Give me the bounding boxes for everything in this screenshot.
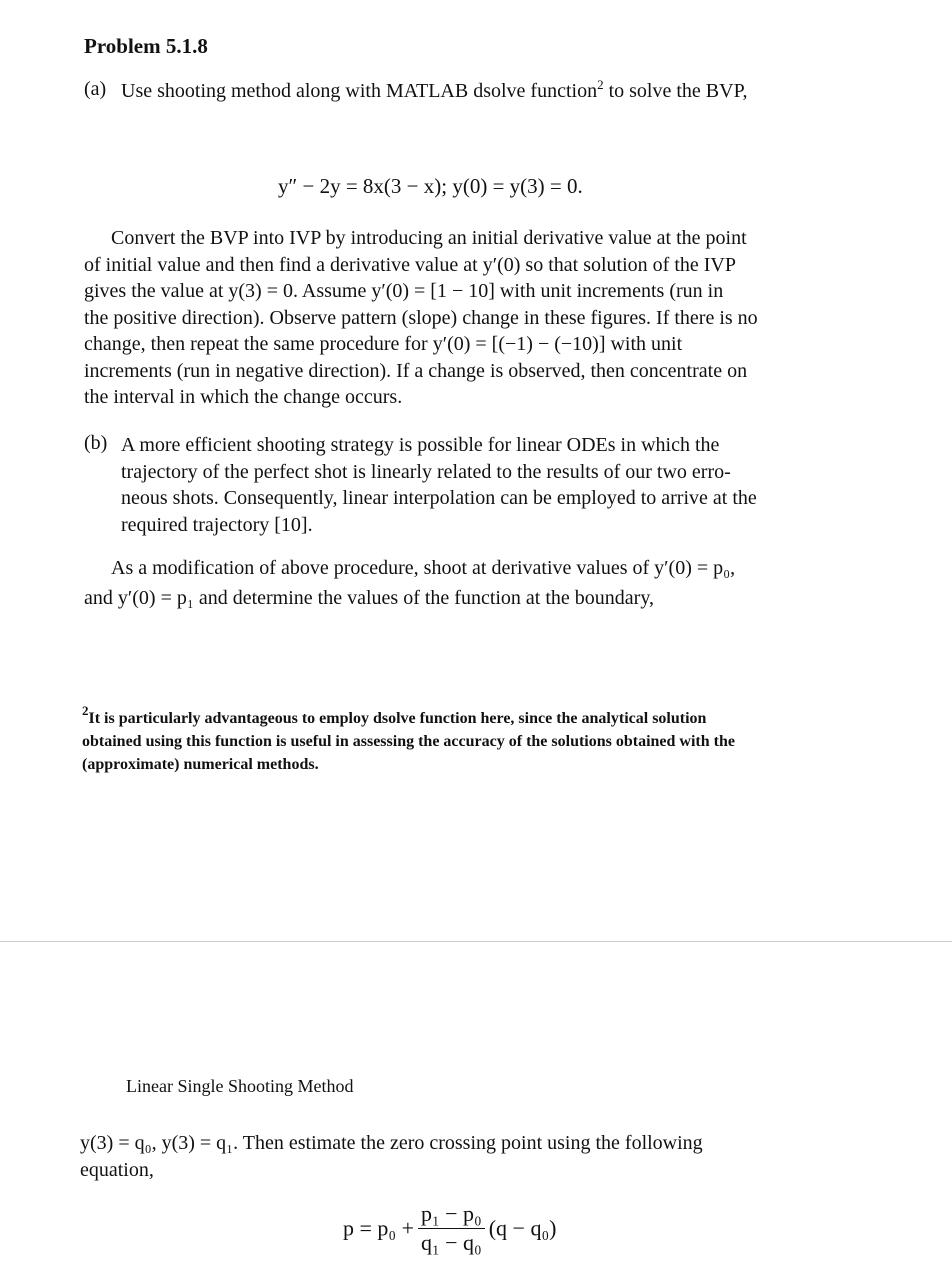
footnote-number: 2 (82, 703, 89, 718)
footnote-line: (approximate) numerical methods. (82, 756, 319, 773)
bvp-equation: y″ − 2y = 8x(3 − x); y(0) = y(3) = 0. (278, 174, 583, 198)
part-b-line: neous shots. Consequently, linear interpolation can be employed to arrive at the (121, 487, 757, 509)
part-a-intro-end: to solve the BVP, (603, 80, 748, 102)
part-b-line: required trajectory [10]. (121, 513, 313, 536)
part-a-line: of initial value and then find a derivative value at y′(0) so that solution of the IVP (84, 253, 736, 276)
footnote-line: obtained using this function is useful in assessing the accuracy of the solutions obtained with the (82, 733, 735, 750)
modification-line: and y′(0) = p₁ and determine the values of the function at the boundary, (84, 586, 655, 609)
section-heading: Linear Single Shooting Method (126, 1076, 354, 1096)
part-b-line: trajectory of the perfect shot is linearly related to the results of our two erro- (121, 460, 731, 483)
part-a-line: the interval in which the change occurs. (84, 386, 403, 408)
part-a-line: gives the value at y(3) = 0. Assume y′(0) = [1 − 10] with unit increments (run in (84, 280, 724, 302)
modification-line: As a modification of above procedure, shoot at derivative values of y′(0) = p₀, (111, 557, 736, 579)
page-divider (0, 941, 952, 942)
page2-line: y(3) = q₀, y(3) = q₁. Then estimate the zero crossing point using the following (80, 1132, 703, 1154)
formula-rhs: (q − q₀) (488, 1215, 557, 1241)
footnote-line: $^2$It is particularly advantageous to employ dsolve function here, since the analytical solution (82, 703, 707, 727)
footnote-marker: 2 (597, 77, 604, 92)
part-b-label: (b) (84, 432, 108, 454)
formula-lhs: p = p₀ + (343, 1215, 414, 1241)
formula-denominator: q₁ − q₀ (420, 1230, 482, 1255)
problem-title: Problem 5.1.8 (84, 34, 208, 58)
page2-line: equation, (80, 1158, 154, 1181)
part-b-body (121, 432, 854, 538)
formula-numerator: p₁ − p₀ (418, 1201, 485, 1229)
part-b-line: A more efficient shooting strategy is possible for linear ODEs in which the (121, 434, 720, 456)
formula-fraction (418, 1201, 485, 1256)
part-a-line: Convert the BVP into IVP by introducing an initial derivative value at the point (111, 227, 747, 249)
part-a-intro (121, 78, 861, 105)
interpolation-formula (343, 1201, 556, 1256)
page2-paragraph (80, 1130, 856, 1183)
part-a-line: increments (run in negative direction). If a change is observed, then concentrate on (84, 359, 748, 382)
part-a-label: (a) (84, 78, 107, 100)
part-a-line: change, then repeat the same procedure for y′(0) = [(−1) − (−10)] with unit (84, 333, 683, 355)
footnote (82, 703, 857, 776)
part-a-line: the positive direction). Observe pattern (slope) change in these figures. If there is no (84, 306, 758, 329)
part-a-body (84, 225, 854, 411)
part-a-intro-text: Use shooting method along with MATLAB dsolve function (121, 80, 598, 102)
modification-paragraph (84, 555, 854, 611)
